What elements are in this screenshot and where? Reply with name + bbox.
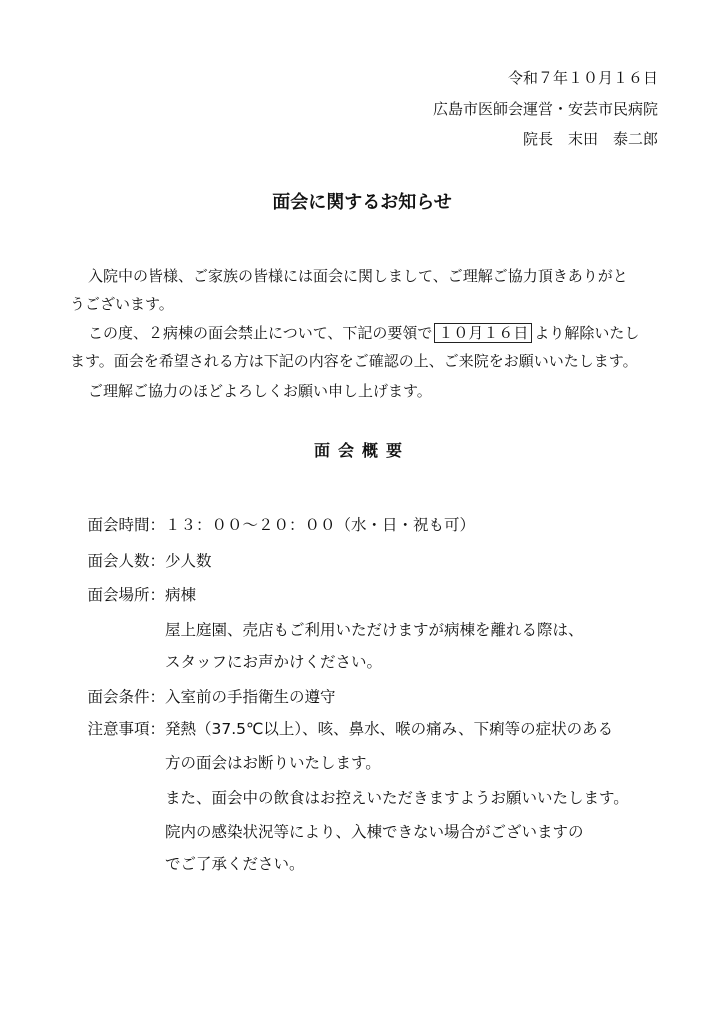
visit-place-label: 面会場所： bbox=[87, 586, 165, 604]
intro-line-1: 入院中の皆様、ご家族の皆様には面会に関しまして、ご理解ご協力頂きありがと bbox=[88, 267, 628, 285]
visit-place-note-2: スタッフにお声かけください。 bbox=[165, 653, 383, 671]
visit-notes-row bbox=[70, 719, 613, 739]
visit-people-row bbox=[70, 551, 212, 571]
visit-time-label: 面会時間： bbox=[87, 516, 165, 534]
release-text-post: より解除いたし bbox=[534, 324, 640, 342]
page-title: 面会に関するお知らせ bbox=[272, 192, 452, 213]
release-text-pre: この度、２病棟の面会禁止について、下記の要領で bbox=[88, 324, 433, 342]
visit-people-label: 面会人数： bbox=[87, 552, 165, 570]
visit-place-value: 病棟 bbox=[165, 586, 197, 604]
summary-title: 面会概要 bbox=[313, 441, 410, 460]
visit-time-row bbox=[70, 515, 475, 535]
visit-notes-line-5: でご了承ください。 bbox=[165, 855, 305, 873]
intro-line-2: うございます。 bbox=[70, 295, 174, 313]
visit-place-row bbox=[70, 585, 196, 605]
hospital-name: 広島市医師会運営・安芸市民病院 bbox=[432, 100, 658, 118]
visit-condition-value: 入室前の手指衛生の遵守 bbox=[165, 688, 336, 706]
visit-place-note-1: 屋上庭園、売店もご利用いただけますが病棟を離れる際は、 bbox=[165, 621, 584, 639]
visit-condition-row bbox=[70, 687, 336, 707]
visit-people-value: 少人数 bbox=[165, 552, 212, 570]
visit-condition-label: 面会条件： bbox=[87, 688, 165, 706]
visit-time-value: １３：００～２０：００（水・日・祝も可） bbox=[165, 516, 476, 534]
visit-notes-label: 注意事項： bbox=[87, 720, 165, 738]
visit-notes-line-3: また、面会中の飲食はお控えいただきますようお願いいたします。 bbox=[165, 789, 629, 807]
notice-date: 令和７年１０月１６日 bbox=[507, 69, 658, 87]
visit-notes-line-4: 院内の感染状況等により、入棟できない場合がございますの bbox=[165, 823, 584, 841]
release-date-highlight: １０月１６日 bbox=[434, 323, 532, 343]
release-line-1 bbox=[88, 323, 639, 343]
visit-notes-line-2: 方の面会はお断りいたします。 bbox=[165, 754, 381, 772]
closing-line: ご理解ご協力のほどよろしくお願い申し上げます。 bbox=[88, 382, 432, 400]
visit-notes-line-1: 発熱（37.5℃以上）、咳、鼻水、喉の痛み、下痢等の症状のある bbox=[165, 720, 614, 738]
release-line-2: ます。面会を希望される方は下記の内容をご確認の上、ご来院をお願いいたします。 bbox=[70, 352, 638, 370]
director-name: 院長 末田 泰二郎 bbox=[522, 130, 658, 148]
